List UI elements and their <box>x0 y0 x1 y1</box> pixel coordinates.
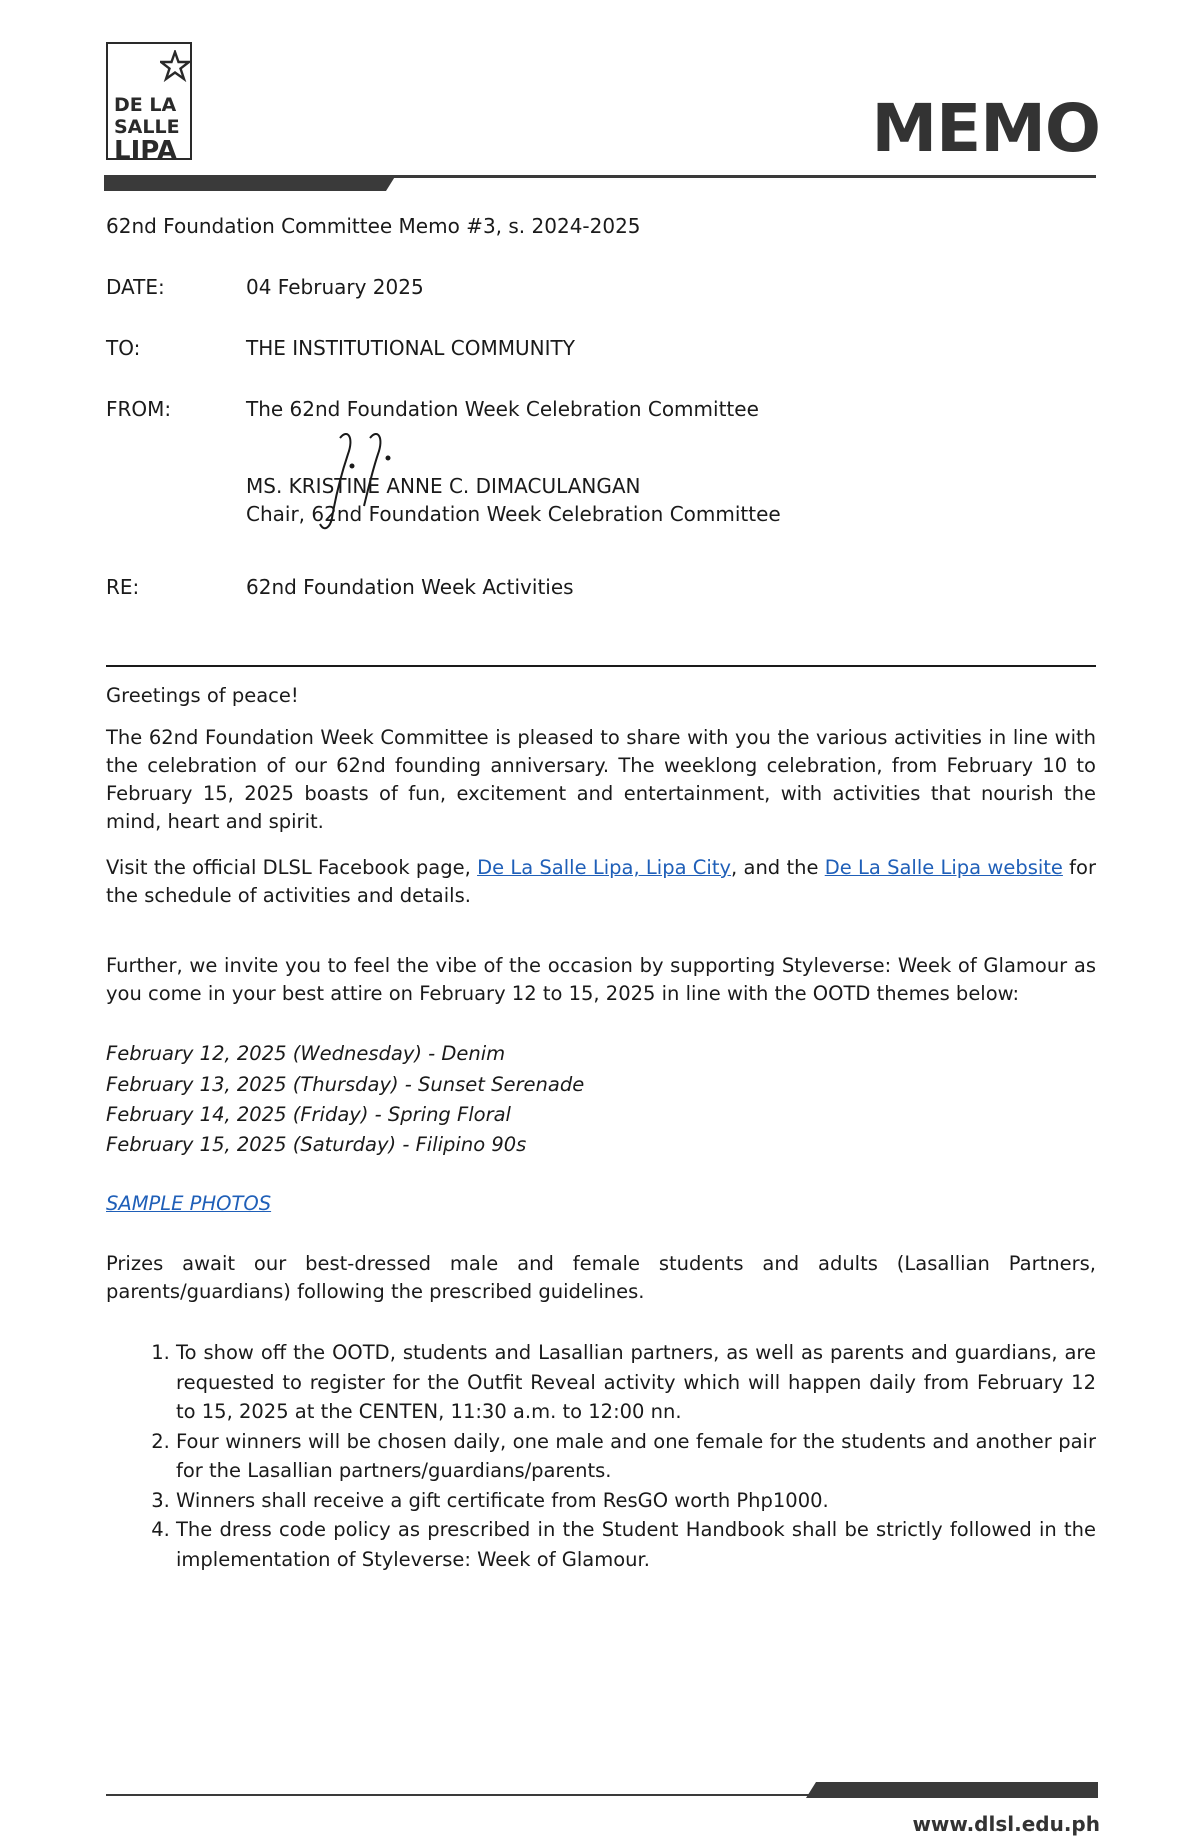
list-item: 2. Four winners will be chosen daily, one male and one female for the students and another pair for the Lasallian partners/guardians/parents. <box>176 1427 1096 1486</box>
visit-text-a: Visit the official DLSL Facebook page, <box>106 856 478 879</box>
dlsl-logo <box>106 42 192 166</box>
sample-photos-paragraph <box>106 1190 1096 1218</box>
greeting: Greetings of peace! <box>106 684 299 707</box>
date-value: 04 February 2025 <box>246 275 424 299</box>
from-value: The 62nd Foundation Week Celebration Committee <box>246 397 759 421</box>
list-item: 4. The dress code policy as prescribed in the Student Handbook shall be strictly followed in the implementation of Styleverse: Week of Glamour. <box>176 1515 1096 1574</box>
logo-line-2: SALLE <box>114 116 180 138</box>
handwritten-signature <box>318 428 408 538</box>
logo-line-1: DE LA <box>114 94 177 116</box>
header-accent-bar <box>104 175 396 191</box>
memo-reference: 62nd Foundation Committee Memo #3, s. 2024-2025 <box>106 214 641 238</box>
re-value: 62nd Foundation Week Activities <box>246 575 574 599</box>
website-link[interactable]: De La Salle Lipa website <box>824 856 1063 879</box>
body-divider <box>106 665 1096 667</box>
visit-text-b: , and the <box>731 856 825 879</box>
star-icon <box>160 50 190 82</box>
footer-url: www.dlsl.edu.ph <box>912 1812 1100 1836</box>
footer-accent-bar <box>806 1782 1098 1798</box>
theme-item: February 15, 2025 (Saturday) - Filipino 90s <box>106 1133 527 1156</box>
facebook-page-link[interactable]: De La Salle Lipa, Lipa City <box>477 856 732 879</box>
signatory-name: MS. KRISTINE ANNE C. DIMACULANGAN <box>246 474 641 498</box>
prizes-paragraph: Prizes await our best-dressed male and female students and adults (Lasallian Partners, parents/guardians) following the prescribed guidelines. <box>106 1252 1096 1303</box>
document-title: MEMO <box>871 90 1100 167</box>
theme-item: February 13, 2025 (Thursday) - Sunset Serenade <box>106 1073 585 1096</box>
date-label: DATE: <box>106 275 165 299</box>
logo-line-3: LIPA <box>114 136 178 166</box>
list-item: 3. Winners shall receive a gift certificate from ResGO worth Php1000. <box>176 1486 1096 1516</box>
visit-paragraph <box>106 854 1096 910</box>
signatory-title: Chair, 62nd Foundation Week Celebration Committee <box>246 502 781 526</box>
sample-photos-link[interactable]: SAMPLE PHOTOS <box>106 1192 272 1215</box>
guidelines-list <box>106 1338 1096 1574</box>
re-label: RE: <box>106 575 140 599</box>
to-label: TO: <box>106 336 141 360</box>
theme-item: February 12, 2025 (Wednesday) - Denim <box>106 1042 506 1065</box>
visit-text-c: for the schedule of activities and details. <box>106 856 1096 907</box>
to-value: THE INSTITUTIONAL COMMUNITY <box>246 336 575 360</box>
invite-paragraph: Further, we invite you to feel the vibe of the occasion by supporting Styleverse: Week of Glamour as you come in your best attire on February 12 to 15, 2025 in line with the OOTD themes below: <box>106 954 1096 1005</box>
list-item: 1. To show off the OOTD, students and Lasallian partners, as well as parents and guardians, are requested to register for the Outfit Reveal activity which will happen daily from February 12 to 15, 2025 at the CENTEN, 11:30 a.m. to 12:00 nn. <box>176 1338 1096 1427</box>
theme-item: February 14, 2025 (Friday) - Spring Floral <box>106 1103 511 1126</box>
from-label: FROM: <box>106 397 172 421</box>
intro-paragraph: The 62nd Foundation Week Committee is pleased to share with you the various activities in line with the celebration of our 62nd founding anniversary. The weeklong celebration, from February 10 to February 15, 2025 boasts of fun, excitement and entertainment, with activities that nourish the mind, heart and spirit. <box>106 726 1096 833</box>
